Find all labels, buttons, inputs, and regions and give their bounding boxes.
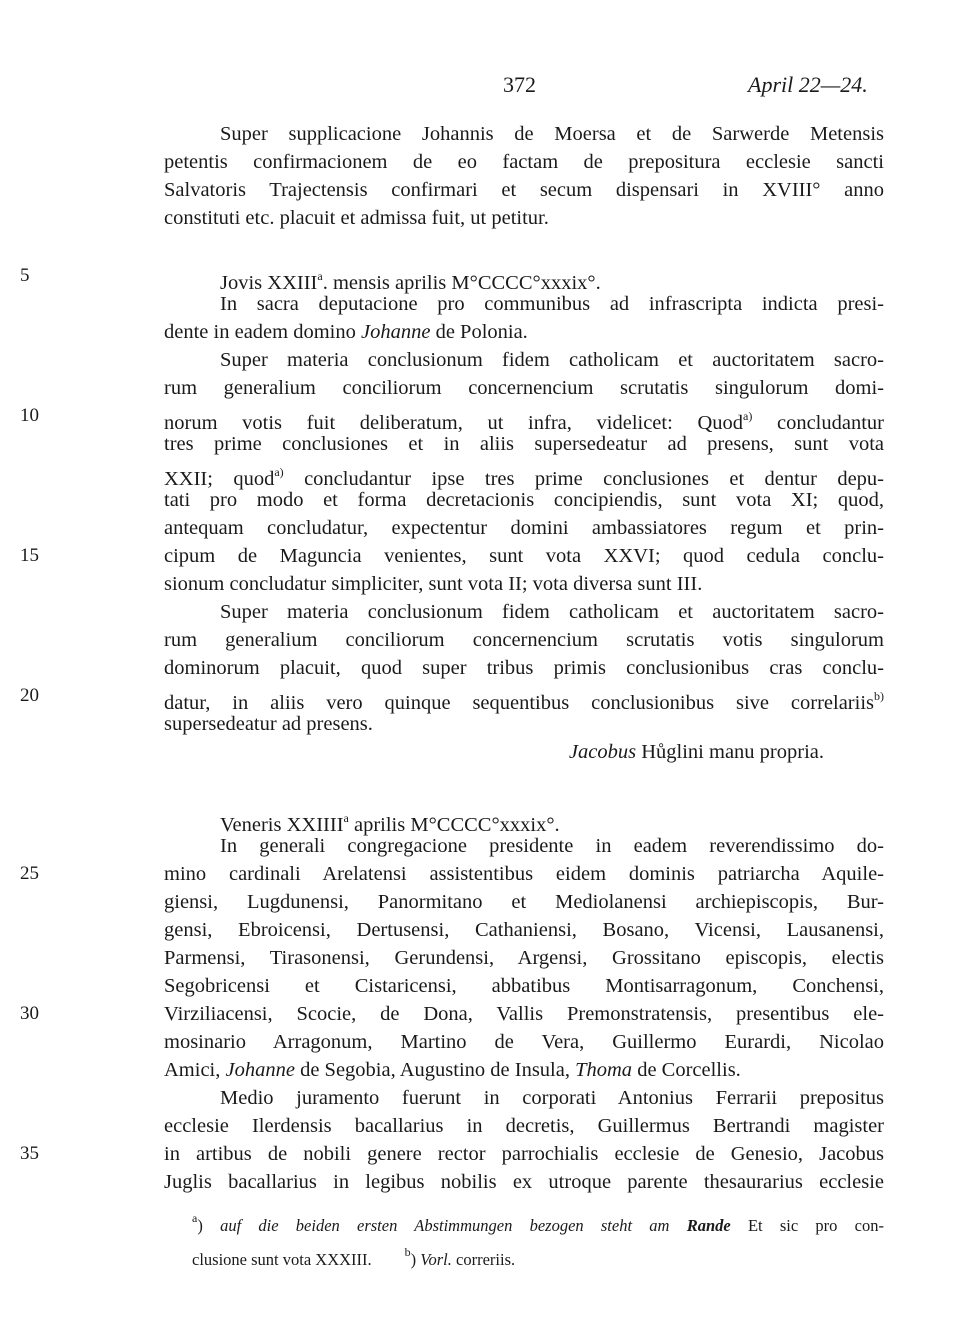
text-line: rum generalium conciliorum concernencium scrutatis singulorum domi- bbox=[164, 377, 884, 399]
text-line: Segobricensi et Cistaricensi, abbatibus Montisarragonum, Conchensi, bbox=[164, 975, 884, 997]
text-line: dominorum placuit, quod super tribus primis conclusionibus cras conclu- bbox=[164, 657, 884, 679]
text-line: 20 datur, in aliis vero quinque sequentibus conclusionibus sive correlariis$^{b)}$ bbox=[164, 682, 884, 710]
text-line: XXII; quod$^{a)}$ concludantur ipse tres prime conclusiones et dentur depu- bbox=[164, 465, 884, 490]
footnote-a: $^a$) auf die beiden ersten Abstimmungen bezogen steht am Rande Et sic pro con- bbox=[192, 1211, 884, 1235]
text-line: supersedeatur ad presens. bbox=[164, 713, 373, 735]
line-number: 25 bbox=[20, 863, 39, 884]
text-line: Super materia conclusionum fidem catholicam et auctoritatem sacro- bbox=[220, 349, 884, 371]
text-line: Super materia conclusionum fidem catholicam et auctoritatem sacro- bbox=[220, 601, 884, 623]
line-number: 35 bbox=[20, 1143, 39, 1164]
line-number: 5 bbox=[20, 265, 30, 286]
text-line: tati pro modo et forma decretacionis concipiendis, sunt vota XI; quod, bbox=[164, 489, 884, 511]
text-line: dente in eadem domino Johanne de Polonia. bbox=[164, 321, 528, 343]
text-line: ecclesie Ilerdensis bacallarius in decretis, Guillermus Bertrandi magister bbox=[164, 1115, 884, 1137]
text-line: sionum concludatur simpliciter, sunt vota II; vota diversa sunt III. bbox=[164, 573, 703, 595]
text-line: Super supplicacione Johannis de Moersa et de Sarwerde Metensis bbox=[220, 123, 884, 145]
line-number: 30 bbox=[20, 1003, 39, 1024]
text-line: 15 cipum de Maguncia venientes, sunt vota XXVI; quod cedula conclu- bbox=[164, 542, 884, 570]
text-line: petentis confirmacionem de eo factam de prepositura ecclesie sancti bbox=[164, 151, 884, 173]
text-line: 30 Virziliacensi, Scocie, de Dona, Vallis Premonstratensis, presentibus ele- bbox=[164, 1000, 884, 1028]
text-line: 35 in artibus de nobili genere rector parrochialis ecclesie de Genesio, Jacobus bbox=[164, 1140, 884, 1168]
text-line: Parmensi, Tirasonensi, Gerundensi, Argensi, Grossitano episcopis, electis bbox=[164, 947, 884, 969]
footnotes bbox=[192, 1205, 884, 1273]
signature-line: Jacobus Hůglini manu propria. bbox=[568, 741, 824, 763]
footnote-a-cont: clusione sunt vota XXXIII. $^b$) Vorl. correriis. bbox=[192, 1245, 516, 1269]
text-line: gensi, Ebroicensi, Dertusensi, Cathaniensi, Bosano, Vicensi, Lausanensi, bbox=[164, 919, 884, 941]
text-line: mosinario Arragonum, Martino de Vera, Guillermo Eurardi, Nicolao bbox=[164, 1031, 884, 1053]
text-line: Amici, Johanne de Segobia, Augustino de Insula, Thoma de Corcellis. bbox=[164, 1059, 741, 1081]
text-line: 10 norum votis fuit deliberatum, ut infra, videlicet: Quod$^{a)}$ concludantur bbox=[164, 402, 884, 430]
text-line: tres prime conclusiones et in aliis supersedeatur ad presens, sunt vota bbox=[164, 433, 884, 455]
text-line: Juglis bacallarius in legibus nobilis ex utroque parente thesaurarius ecclesie bbox=[164, 1171, 884, 1193]
text-line: In sacra deputacione pro communibus ad infrascripta indicta presi- bbox=[220, 293, 884, 315]
text-line: In generali congregacione presidente in eadem reverendissimo do- bbox=[220, 835, 884, 857]
page-date-header: April 22—24. bbox=[748, 72, 868, 97]
text-line: 25 mino cardinali Arelatensi assistentibus eidem dominis patriarcha Aquile- bbox=[164, 860, 884, 888]
page-number: 372 bbox=[503, 72, 536, 97]
line-number: 15 bbox=[20, 545, 39, 566]
line-number: 20 bbox=[20, 685, 39, 706]
text-line: constituti etc. placuit et admissa fuit, ut petitur. bbox=[164, 207, 549, 229]
body-text bbox=[20, 120, 884, 1196]
text-line: antequam concludatur, expectentur domini ambassiatores regum et prin- bbox=[164, 517, 884, 539]
text-line: Veneris XXIIII$^a$ aprilis M°CCCC°xxxix°. bbox=[220, 811, 560, 836]
line-number: 10 bbox=[20, 405, 39, 426]
text-line: giensi, Lugdunensi, Panormitano et Mediolanensi archiepiscopis, Bur- bbox=[164, 891, 884, 913]
text-line: 5 Jovis XXIII$^a$. mensis aprilis M°CCCC°xxxix°. bbox=[164, 262, 884, 290]
text-line: rum generalium conciliorum concernencium scrutatis votis singulorum bbox=[164, 629, 884, 651]
text-line: Salvatoris Trajectensis confirmari et secum dispensari in XVIII° anno bbox=[164, 179, 884, 201]
text-line: Medio juramento fuerunt in corporati Antonius Ferrarii prepositus bbox=[220, 1087, 884, 1109]
